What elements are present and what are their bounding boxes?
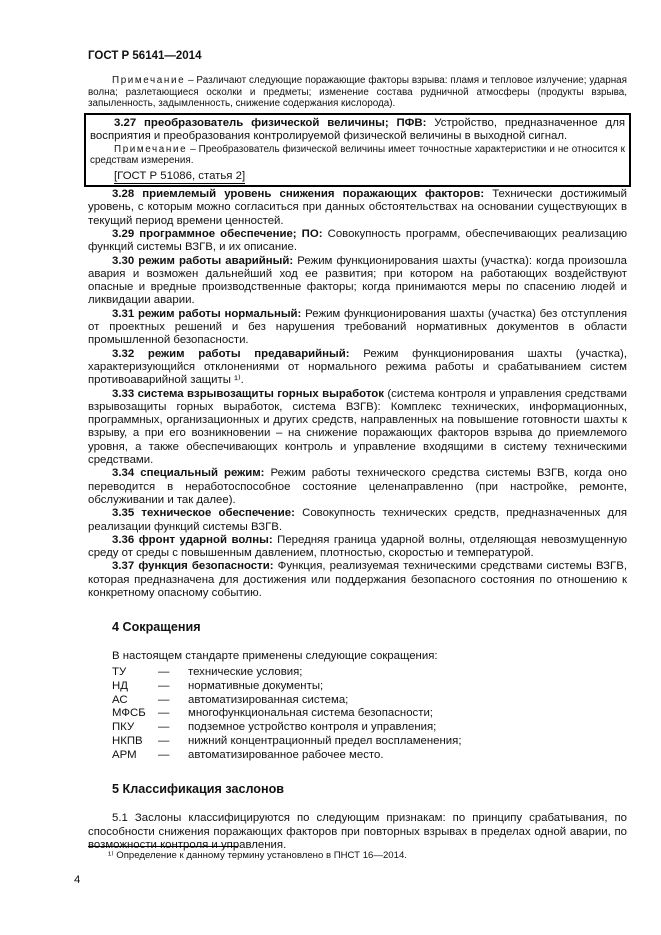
abbreviation: АРМ [112,748,137,761]
term-definition: Совокупность программ, обеспечивающих реализацию функций системы ВЗГВ, и их описание. [88,228,627,254]
abbreviation-meaning: подземное устройство контроля и управления; [188,721,437,734]
note-text: – Различают следующие поражающие факторы взрыва: пламя и тепловое излучение; ударная волна; разлетающиеся осколки и предметы; изменение состава рудничной атмосферы (продукты взрыва, запыленность, задымленность, снижение содержания кислорода). [88,75,627,110]
term-title: фронт ударной волны: [138,533,273,546]
abbreviation-dash: — [158,748,170,761]
abbreviation-row [88,694,627,708]
abbreviation: ПКУ [112,721,135,734]
abbreviation-meaning: технические условия; [188,665,303,678]
page-number: 4 [74,874,81,886]
term-paragraph-3-37 [88,560,627,600]
section-4-title: 4 Сокращения [112,620,201,635]
term-title: преобразователь физической величины; ПФВ: [144,117,427,130]
footnote-area [88,846,627,862]
term-paragraph-3-29 [88,228,627,255]
term-number: 3.27 [114,117,137,130]
term-title: программное обеспечение; ПО: [139,228,323,240]
abbreviation-dash: — [158,707,170,720]
abbreviation: ТУ [112,665,127,678]
term-definition: Режим функционирования шахты (участка) без отступления от проектных решений и без нарушения требований нормативных документов в области промышленной безопасности. [88,307,628,347]
boxed-term-3-27 [84,113,631,187]
abbreviation-row [88,721,627,735]
term-title: режим работы предаварийный: [147,347,350,360]
term-definition: Функция, реализуемая техническими средствами системы ВЗГВ, которая предназначена для достижения или поддержания безопасного состояния по отношению к конкретному опасному событию. [88,560,627,600]
footnote-marker: ¹⁾ [108,850,114,861]
term-title: приемлемый уровень снижения поражающих факторов: [142,188,485,201]
note-text: – Преобразователь физической величины имеет точностные характеристики и не относится к средствам измерения. [90,143,626,167]
term-title: режим работы нормальный: [137,307,302,320]
abbreviation-meaning: многофункциональная система безопасности; [188,707,433,720]
boxed-term-note [90,144,625,167]
abbreviation-row [88,707,627,721]
term-number: 3.30 [112,254,135,267]
term-title: режим работы аварийный: [138,254,294,267]
term-paragraph-3-33 [88,388,627,468]
term-number: 3.31 [112,307,135,320]
term-paragraph-3-32 [88,348,627,388]
term-paragraph-3-30 [88,255,627,308]
abbreviation-dash: — [158,721,170,734]
term-paragraph-3-35 [88,507,627,534]
term-definition: Совокупность технических средств, предназначенных для реализации функций системы ВЗГВ. [88,507,628,533]
term-title: техническое обеспечение: [141,507,295,520]
term-number: 3.37 [112,560,135,573]
term-definition: (система контроля и управления средствами взрывозащиты горных выработок, система ВЗГВ): Комплекс технических, информационных, программных, организационных и других средств, направленных на повышение готовности шахты к взрыву, а при его возникновении – на снижение поражающих факторов взрыва до приемлемого уровня, а также обеспечивающих контроль и управление входящими в систему техническими средствами. [88,387,627,467]
footnote [88,850,627,862]
term-paragraph-3-34 [88,467,627,507]
abbreviation-dash: — [158,693,170,706]
term-source: [ГОСТ Р 51086, статья 2] [114,170,246,183]
footnote-divider [88,846,238,847]
abbreviation-dash: — [158,734,170,747]
term-title: система взрывозащиты горных выработок [137,387,384,400]
term-definition: Режим работы технического средства системы ВЗГВ, когда оно переводится в неработоспособное состояние целенаправленно (при настройке, ремонте, обслуживании и так далее). [88,467,628,506]
abbreviation-row [88,666,627,680]
term-source-line [90,169,625,183]
abbreviation-row [88,680,627,694]
term-number: 3.33 [112,387,135,400]
abbreviations-list [88,666,627,763]
abbreviation: МФСБ [112,707,146,720]
term-paragraph-3-28 [88,188,627,228]
term-definition: Режим функционирования шахты (участка): когда произошла авария и возможен дальнейший ход ее развития; при котором на работающих воздействуют опасные и вредные производственные факторы; когда принимаются меры по спасению людей и ликвидации аварии. [88,254,627,307]
section-5-title: 5 Классификация заслонов [112,782,285,797]
abbreviation-row [88,749,627,763]
term-definition: Технически достижимый уровень, с которым можно согласиться при данных обстоятельствах на основании существующих в текущий период времени ценностей. [88,188,627,227]
abbreviation: НКПВ [112,734,143,747]
clause-5-1: 5.1 Заслоны классифицируются по следующим признакам: по принципу срабатывания, по способности снижения поражающих факторов при повторных взрывах в пределах одной аварии, по возможности контроля и управления. [88,812,627,852]
intro-note [88,75,627,110]
document-number: ГОСТ Р 56141—2014 [88,50,202,62]
abbreviation: АС [112,693,128,706]
term-number: 3.28 [112,188,135,201]
term-paragraph-3-31 [88,308,627,348]
footnote-body: Определение к данному термину установлено в ПНСТ 16—2014. [116,850,407,861]
term-paragraph-3-36 [88,534,627,561]
term-number: 3.29 [112,228,135,240]
abbreviation-dash: — [158,679,170,692]
abbreviation-dash: — [158,665,170,678]
term-title: специальный режим: [140,467,265,480]
term-definition: Устройство, предназначенное для восприятия и преобразования контролируемой физической величины в выходной сигнал. [90,117,626,143]
term-definition: Режим функционирования шахты (участка), характеризующийся отклонениями от нормального режима работы и срабатыванием систем противоаварийной защиты ¹⁾. [88,347,628,387]
term-number: 3.34 [112,467,135,480]
note-label: Примечание [114,143,188,155]
term-paragraph [90,117,625,144]
abbreviation-meaning: автоматизированная система; [188,693,349,706]
abbreviation-row [88,735,627,749]
abbreviation-meaning: нормативные документы; [188,679,324,692]
term-number: 3.36 [112,533,135,546]
abbreviation: НД [112,679,128,692]
note-label: Примечание [112,75,186,86]
abbreviation-meaning: автоматизированное рабочее место. [188,748,384,761]
term-definition: Передняя граница ударной волны, отделяющая невозмущенную среду от среды с повышенным давлением, плотностью, скоростью и температурой. [88,533,627,560]
term-number: 3.32 [112,347,135,360]
term-number: 3.35 [112,507,135,520]
abbreviation-meaning: нижний концентрационный предел воспламенения; [188,734,462,747]
term-title: функция безопасности: [138,560,274,573]
abbreviations-intro: В настоящем стандарте применены следующие сокращения: [112,650,438,663]
